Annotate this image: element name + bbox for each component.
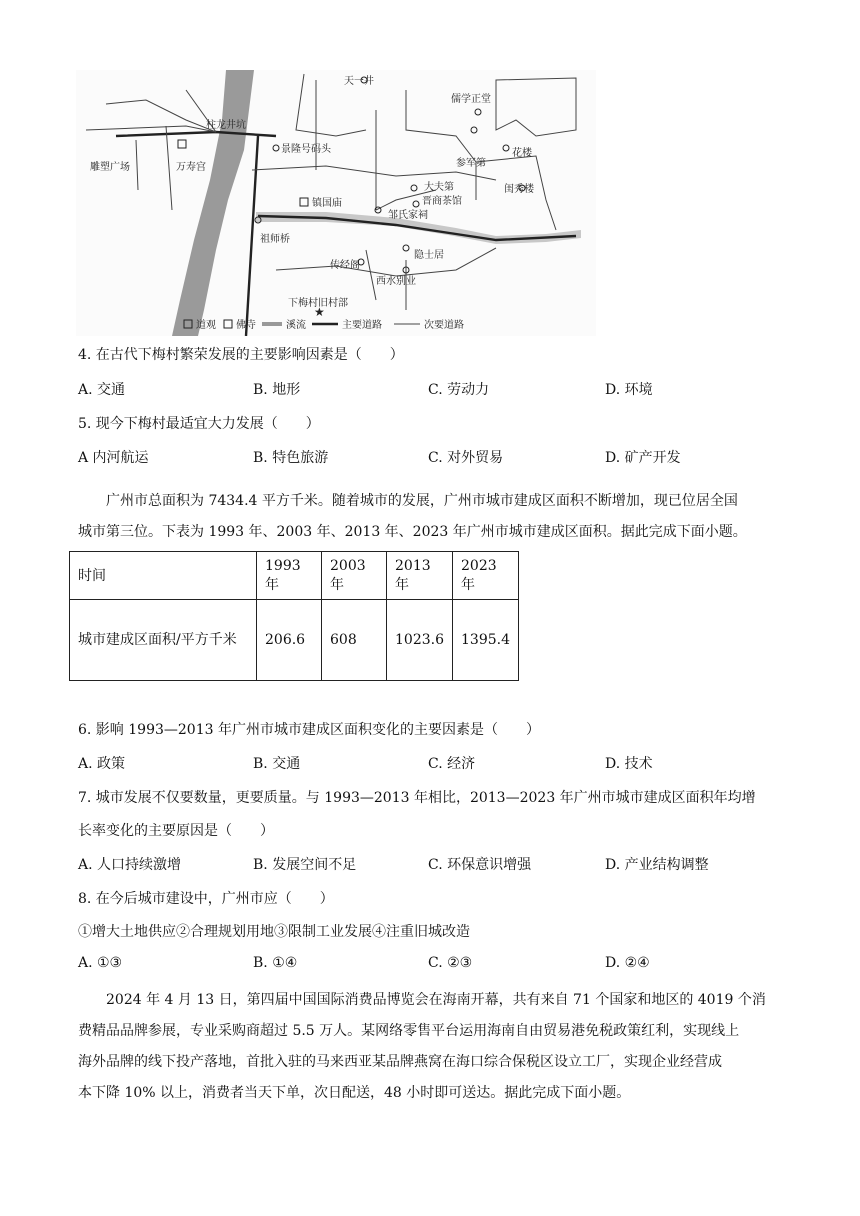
table-header-row [70,552,519,600]
q7-option-c[interactable]: C. 环保意识增强 [428,857,532,873]
q4-option-a[interactable]: A. 交通 [78,382,126,398]
table-header-cell: 2013 年 [387,552,453,600]
question-8-stem: 8. 在今后城市建设中，广州市应（ ） [78,891,334,907]
question-4-stem: 4. 在古代下梅村繁荣发展的主要影响因素是（ ） [78,347,404,363]
q6-option-b[interactable]: B. 交通 [253,756,301,772]
map-label: 祖师桥 [260,234,290,245]
q5-option-c[interactable]: C. 对外贸易 [428,450,504,466]
map-label: 雕塑广场 [90,162,130,173]
map-label: 传经阁 [330,260,360,271]
map-label: 景隆号码头 [281,144,331,155]
passage-line: 城市第三位。下表为 1993 年、2003 年、2013 年、2023 年广州市城市建成区面积。据此完成下面小题。 [78,524,747,540]
map-label: 参军第 [456,158,486,169]
passage-line: 费精品品牌参展，专业采购商超过 5.5 万人。某网络零售平台运用海南自由贸易港免税政策红利，实现线上 [78,1023,740,1039]
passage-line: 本下降 10% 以上，消费者当天下单，次日配送，48 小时即可送达。据此完成下面小题。 [78,1085,631,1101]
q8-option-a[interactable]: A. ①③ [78,955,123,971]
table-row [70,600,519,681]
table-row-label: 城市建成区面积/平方千米 [70,600,257,681]
q5-option-b[interactable]: B. 特色旅游 [253,450,329,466]
legend-daoguan: 道观 [196,320,216,331]
passage-hainan-expo [78,985,778,1109]
q4-option-d[interactable]: D. 环境 [605,382,653,398]
table-cell: 608 [322,600,387,681]
table-cell: 1395.4 [453,600,519,681]
q7-option-b[interactable]: B. 发展空间不足 [253,857,357,873]
q6-option-c[interactable]: C. 经济 [428,756,476,772]
legend-fosi: 佛寺 [236,320,256,331]
passage-line: 2024 年 4 月 13 日，第四届中国国际消费品博览会在海南开幕，共有来自 71 个国家和地区的 4019 个消 [106,992,766,1008]
q5-option-a[interactable]: A 内河航运 [78,450,149,466]
question-8-statements: ①增大土地供应②合理规划用地③限制工业发展④注重旧城改造 [78,924,470,940]
q6-option-d[interactable]: D. 技术 [605,756,653,772]
passage-line: 海外品牌的线下投产落地，首批入驻的马来西亚某品牌燕窝在海口综合保税区设立工厂，实现企业经营成 [78,1054,722,1070]
question-7-stem-line2: 长率变化的主要原因是（ ） [78,823,274,839]
table-header-cell: 2003 年 [322,552,387,600]
map-label: 镇国庙 [312,198,342,209]
q8-option-d[interactable]: D. ②④ [605,955,650,971]
map-label: 万寿宫 [176,162,206,173]
table-header-cell: 1993 年 [257,552,322,600]
village-map [76,70,596,336]
legend-zhuyao: 主要道路 [342,320,382,331]
map-label: 天一井 [344,76,374,87]
village-star-icon: ★ [314,305,325,319]
map-label: 晋商茶馆 [422,196,462,207]
passage-line: 广州市总面积为 7434.4 平方千米。随着城市的发展，广州市城市建成区面积不断增加，现已位居全国 [106,493,738,509]
table-header-cell: 2023 年 [453,552,519,600]
q5-option-d[interactable]: D. 矿产开发 [605,450,681,466]
map-label: 大夫第 [424,182,454,193]
q7-option-d[interactable]: D. 产业结构调整 [605,857,709,873]
map-label: 花楼 [512,148,532,159]
map-label: 西水别业 [376,276,416,287]
q8-option-b[interactable]: B. ①④ [253,955,298,971]
legend-ciyao: 次要道路 [424,320,464,331]
table-cell: 1023.6 [387,600,453,681]
village-map-svg [76,70,596,336]
q4-option-c[interactable]: C. 劳动力 [428,382,490,398]
question-5-stem: 5. 现今下梅村最适宜大力发展（ ） [78,416,320,432]
built-area-table [69,551,519,681]
question-6-stem: 6. 影响 1993—2013 年广州市城市建成区面积变化的主要因素是（ ） [78,722,540,738]
passage-guangzhou [78,486,778,548]
map-label: 下梅村旧村部 [288,298,348,309]
map-label: 闺秀楼 [504,184,534,195]
table-cell: 206.6 [257,600,322,681]
question-7-stem-line1: 7. 城市发展不仅要数量，更要质量。与 1993—2013 年相比，2013—2023 年广州市城市建成区面积年均增 [78,790,756,806]
q6-option-a[interactable]: A. 政策 [78,756,126,772]
map-label: 邹氏家祠 [388,210,428,221]
map-label: 柱龙井坑 [206,120,246,131]
map-label: 儒学正堂 [451,94,491,105]
legend-xiliu: 溪流 [286,320,306,331]
table-header-cell: 时间 [70,552,257,600]
q7-option-a[interactable]: A. 人口持续激增 [78,857,182,873]
q4-option-b[interactable]: B. 地形 [253,382,301,398]
q8-option-c[interactable]: C. ②③ [428,955,473,971]
map-label: 隐士居 [414,250,444,261]
